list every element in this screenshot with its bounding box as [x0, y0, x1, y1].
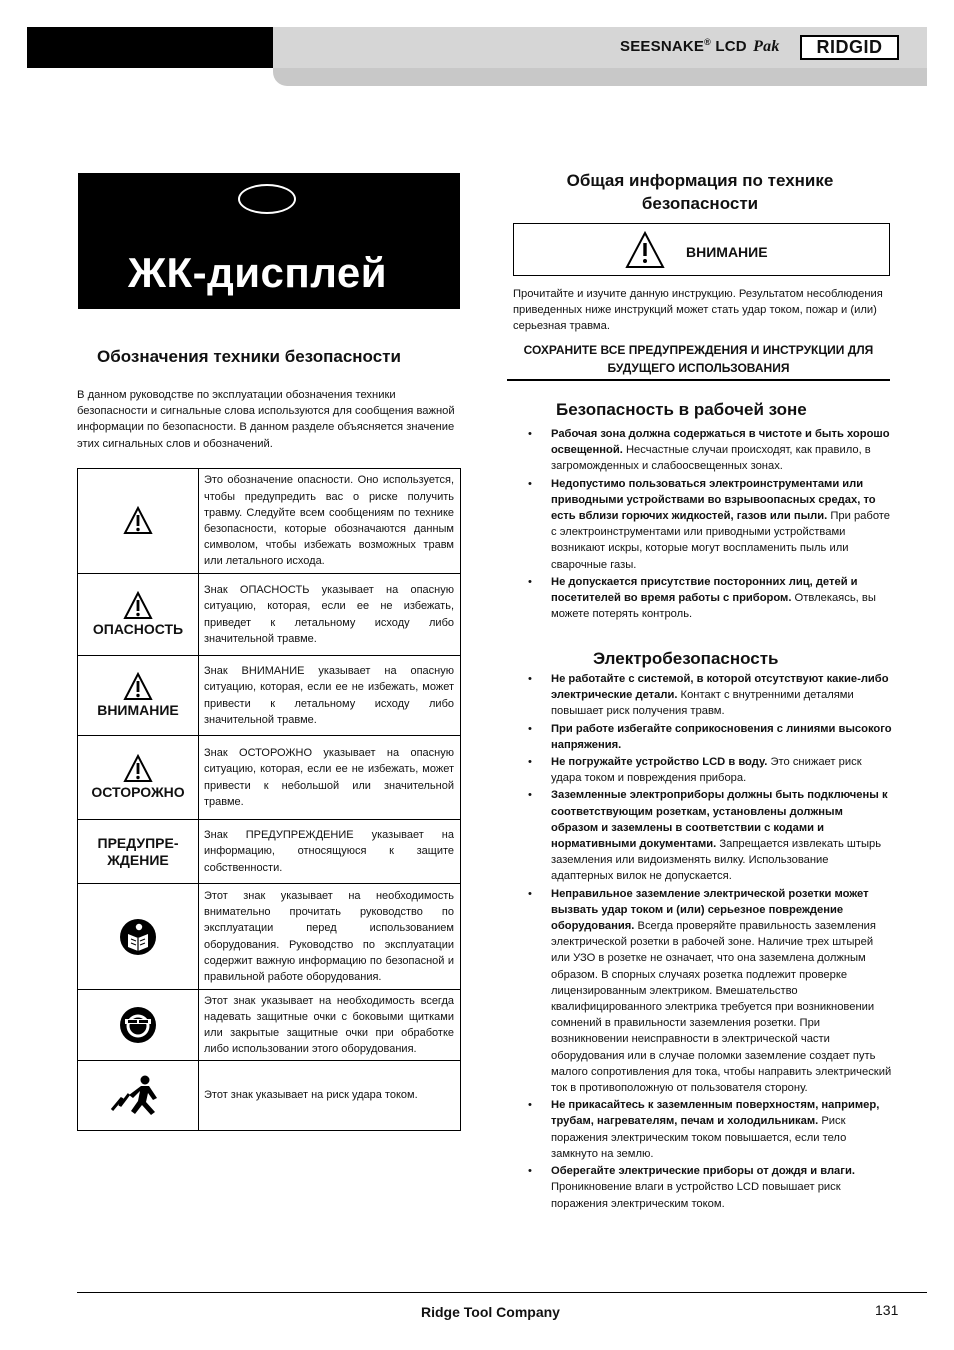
symbol-description: Этот знак указывает на необходимость всегда надевать защитные очки с боковыми щитками или закрытые защитные очки при обработке либо использовании этого оборудования. [199, 990, 461, 1061]
warning-triangle-icon [123, 754, 153, 784]
safety-symbols-table [77, 468, 461, 1131]
symbol-description: Этот знак указывает на необходимость внимательно прочитать руководство по эксплуатации перед использованием оборудования. Руководство по эксплуатации содержит важную информацию по безопасной и правильной работе оборудования. [199, 884, 461, 990]
safety-symbols-heading: Обозначения техники безопасности [97, 347, 401, 366]
symbol-cell [78, 990, 199, 1061]
symbol-description: Знак ОСТОРОЖНО указывает на опасную ситуацию, которая, если ее не избежать, может привести к небольшой или значительной травме. [199, 736, 461, 820]
warning-text: Прочитайте и изучите данную инструкцию. Результатом несоблюдения приведенных ниже инструкций может стать удар током, пожар и (или) серьезная травма. [513, 288, 883, 333]
list-item: • Не погружайте устройство LCD в воду. Это снижает риск удара током и повреждения прибора. [528, 754, 892, 786]
symbol-cell [78, 1061, 199, 1131]
symbol-description: Знак ВНИМАНИЕ указывает на опасную ситуацию, которая, если ее не избежать, может привести к летальному исходу либо значительной травме. [199, 656, 461, 736]
electrical-safety-heading: Электробезопасность [593, 649, 779, 668]
list-item: • Неправильное заземление электрической розетки может вызвать удар током и (или) серьезное повреждение оборудования. Всегда проверяйте правильность заземления электрической розетки в рабочей зоне. Наличие трех штырей или УЗО в розетке не означает, что она заземлена должным образом. В спорных случаях розетка подлежит проверке лицензированным электриком. Вмешательство квалифицированного электрика требуется при возникновении сомнений в правильности заземления розетки. При возникновении неисправности в электрической части оборудования или в случае поломки заземление создает путь малого сопротивления для тока, чтобы направить электрический ток в противоположную от пользователя сторону. [528, 886, 892, 1097]
list-item: • Не прикасайтесь к заземленным поверхностям, например, трубам, нагревателям, печам и холодильникам. Риск поражения электрическим током повышается, если тело замкнуто на землю. [528, 1097, 892, 1162]
symbol-cell [78, 884, 199, 990]
symbol-description: Знак ОПАСНОСТЬ указывает на опасную ситуацию, которая, если ее не избежать, приведет к летальному исходу либо значительной травме. [199, 574, 461, 656]
ridgid-logo: RIDGID [800, 35, 899, 60]
header-black-bar [27, 27, 273, 68]
table-row [78, 1061, 461, 1131]
page-title: ЖК-дисплей [128, 249, 388, 296]
signal-word-warning: ВНИМАНИЕ [97, 702, 179, 718]
warning-signal-word: ВНИМАНИЕ [686, 244, 768, 260]
symbol-cell [78, 469, 199, 574]
symbol-cell [78, 820, 199, 884]
list-item: • Заземленные электроприборы должны быть подключены к соответствующим розеткам, установлены должным образом и заземлены в соответствии с кодами и нормативными документами. Запрещается извлекать штырь заземления или видоизменять вилку. Использование адаптерных вилок не допускается. [528, 787, 892, 884]
list-item: • Оберегайте электрические приборы от дождя и влаги. Проникновение влаги в устройство LCD повышает риск поражения электрическим током. [528, 1163, 892, 1212]
footer-company: Ridge Tool Company [421, 1304, 560, 1320]
signal-word-caution: ОСТОРОЖНО [91, 784, 185, 800]
work-area-heading: Безопасность в рабочей зоне [556, 400, 807, 419]
symbol-cell [78, 656, 199, 736]
read-manual-icon [119, 918, 157, 956]
general-safety-heading: Общая информация по технике безопасности [566, 171, 834, 213]
table-row [78, 574, 461, 656]
save-instructions-notice: СОХРАНИТЕ ВСЕ ПРЕДУПРЕЖДЕНИЯ И ИНСТРУКЦИИ ДЛЯ БУДУЩЕГО ИСПОЛЬЗОВАНИЯ [507, 342, 890, 381]
list-item: • При работе избегайте соприкосновения с линиями высокого напряжения. [528, 721, 892, 753]
table-row [78, 656, 461, 736]
list-item: • Недопустимо пользоваться электроинструментами или приводными устройствами во взрывоопасных средах, то есть вблизи горючих жидкостей, газов или пыли. При работе с электроинструментами или приводными устройствами возникают искры, которые могут воспламенить пыль или сварочные газы. [528, 476, 890, 573]
electric-shock-icon [109, 1074, 167, 1118]
product-name: SEESNAKE® LCD Pak [620, 37, 780, 55]
symbol-description: Этот знак указывает на риск удара током. [199, 1061, 461, 1131]
signal-word-notice: ПРЕДУПРЕ- ЖДЕНИЕ [97, 834, 179, 868]
warning-box [513, 223, 890, 276]
table-row [78, 820, 461, 884]
signal-word-danger: ОПАСНОСТЬ [92, 621, 184, 637]
list-item: • Рабочая зона должна содержаться в чистоте и быть хорошо освещенной. Несчастные случаи происходят, как правило, в загроможденных и слабоосвещенных зонах. [528, 426, 890, 475]
symbol-description: Это обозначение опасности. Оно используется, чтобы предупредить вас о риске получить травму. Следуйте всем сообщениям по технике безопасности, которые обозначаются данным символом, чтобы избежать возможных травм или летального исхода. [199, 469, 461, 574]
section-title-block [78, 173, 460, 309]
list-item: • Не допускается присутствие посторонних лиц, детей и посетителей во время работы с прибором. Отвлекаясь, вы можете потерять контроль. [528, 574, 890, 623]
symbol-cell [78, 574, 199, 656]
warning-triangle-icon [123, 591, 153, 621]
table-row [78, 990, 461, 1061]
safety-symbols-intro: В данном руководстве по эксплуатации обозначения техники безопасности и сигнальные слова используются для сообщения важной информации по безопасности. В данном разделе объясняется значение этих сигнальных слов и обозначений. [77, 389, 455, 450]
electrical-safety-list [528, 671, 892, 1213]
page-number: 131 [875, 1302, 899, 1318]
symbol-description: Знак ПРЕДУПРЕЖДЕНИЕ указывает на информацию, относящуюся к защите собственности. [199, 820, 461, 884]
symbol-cell [78, 736, 199, 820]
work-area-list [528, 426, 890, 623]
list-item: • Не работайте с системой, в которой отсутствуют какие-либо электрические детали. Контакт с внутренними деталями повышает риск получения травм. [528, 671, 892, 720]
warning-triangle-icon [625, 231, 665, 269]
safety-glasses-icon [118, 1005, 158, 1045]
footer-divider [77, 1292, 927, 1293]
table-row [78, 736, 461, 820]
warning-triangle-icon [123, 506, 153, 536]
header-gray-tab [273, 68, 927, 86]
warning-triangle-icon [123, 672, 153, 702]
table-row [78, 884, 461, 990]
language-oval-badge [238, 184, 296, 214]
table-row [78, 469, 461, 574]
